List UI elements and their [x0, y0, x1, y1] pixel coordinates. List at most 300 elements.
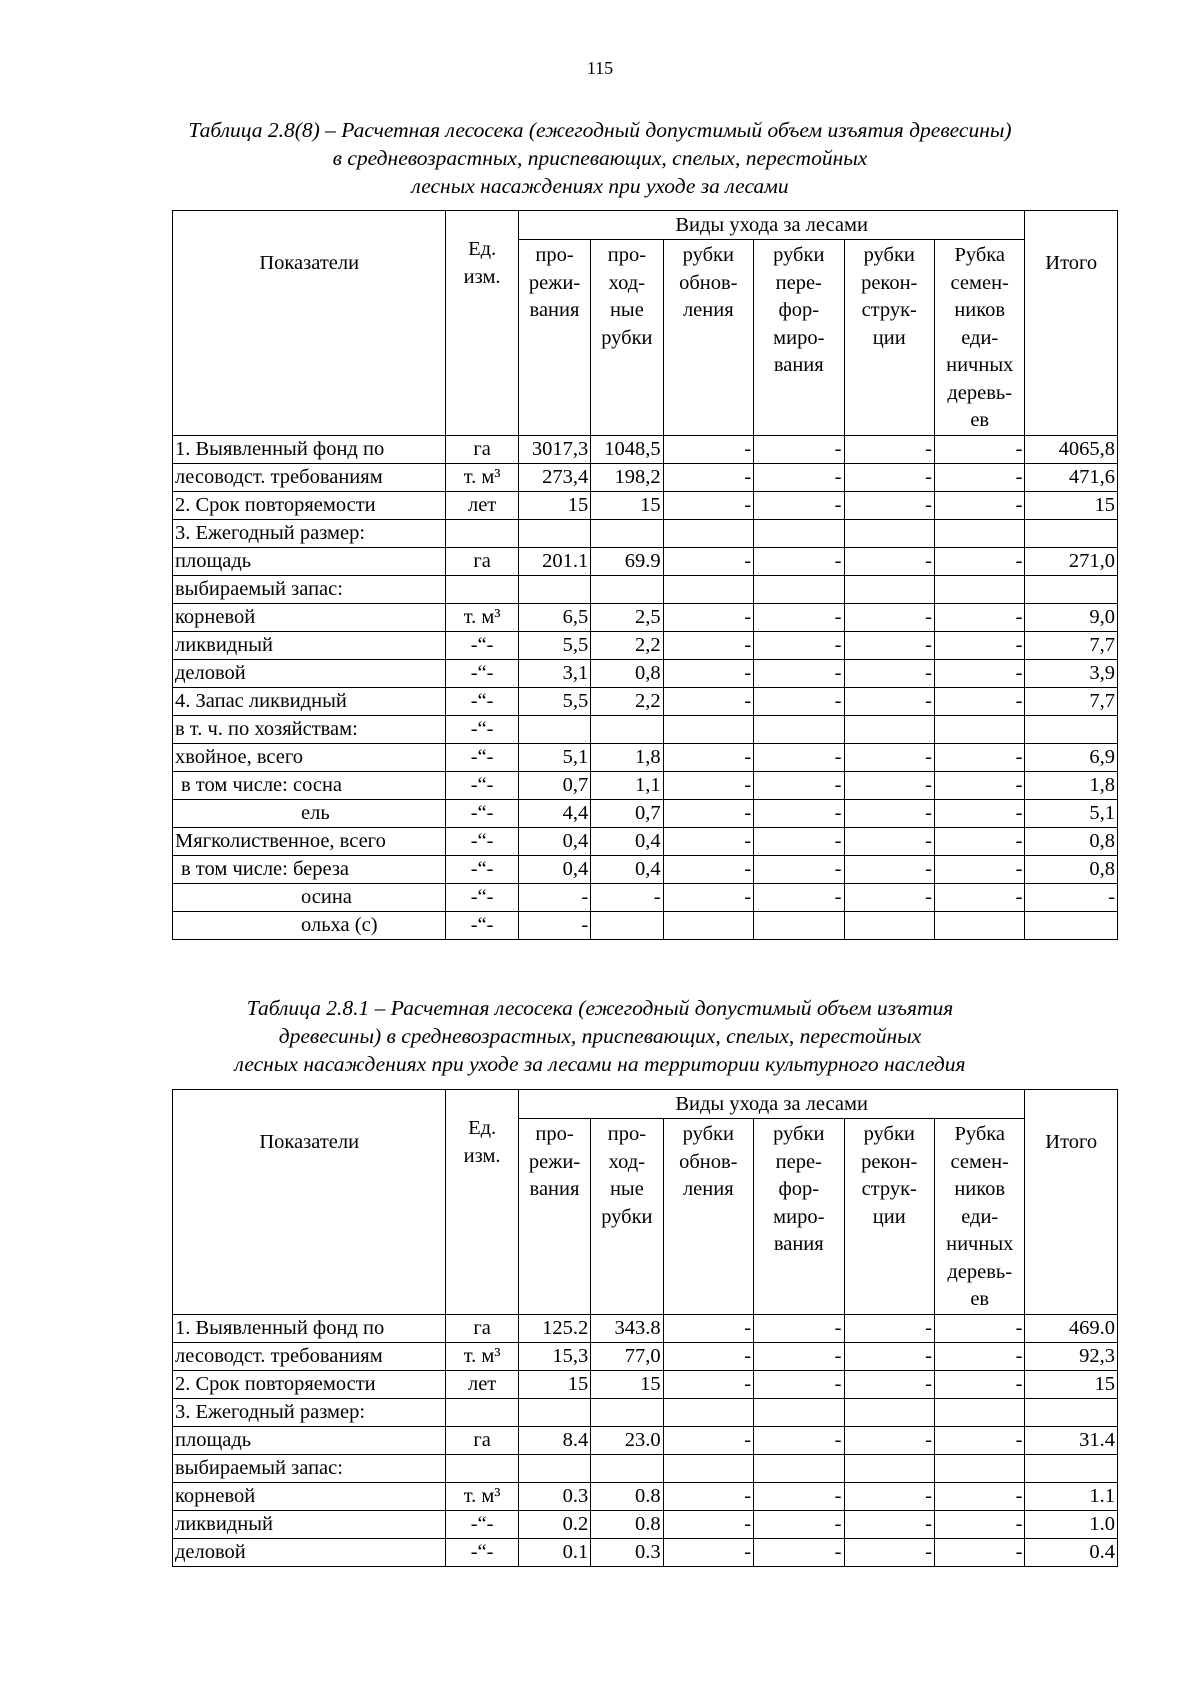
row-label: 4. Запас ликвидный: [173, 687, 446, 715]
row-unit: -“-: [446, 771, 518, 799]
row-value: 5,5: [518, 687, 590, 715]
row-value: [1025, 1398, 1118, 1426]
header-indicator: Показатели: [173, 1090, 446, 1315]
row-value: -: [663, 659, 753, 687]
header-kind-line: рекон-: [861, 271, 918, 294]
header-kind-line: еди-: [961, 1205, 999, 1228]
row-value: 201.1: [518, 547, 590, 575]
row-value: 0.3: [518, 1482, 590, 1510]
header-kind-line: про-: [535, 1123, 574, 1145]
row-value: -: [844, 631, 934, 659]
row-value: -: [754, 547, 844, 575]
header-kind: [663, 1119, 753, 1315]
row-value: 273,4: [518, 463, 590, 491]
table-row: [173, 435, 1118, 463]
row-value: -: [844, 855, 934, 883]
row-unit: [446, 519, 518, 547]
row-label: деловой: [173, 659, 446, 687]
header-unit: [446, 211, 518, 436]
row-value: 1,1: [591, 771, 663, 799]
row-value: -: [844, 547, 934, 575]
row-value: -: [663, 827, 753, 855]
row-value: -: [518, 911, 590, 939]
row-label: деловой: [173, 1538, 446, 1566]
table-row: [173, 1314, 1118, 1342]
header-kind-line: семен-: [950, 1150, 1009, 1173]
row-value: 6,9: [1025, 743, 1118, 771]
row-unit: -“-: [446, 855, 518, 883]
row-value: 3,1: [518, 659, 590, 687]
row-value: 3,9: [1025, 659, 1118, 687]
row-label: площадь: [173, 547, 446, 575]
row-value: 2,5: [591, 603, 663, 631]
row-value: [934, 519, 1025, 547]
row-value: -: [844, 883, 934, 911]
row-value: -: [754, 1482, 844, 1510]
table1: [172, 210, 1118, 940]
row-value: 0,4: [518, 827, 590, 855]
table-row: [173, 463, 1118, 491]
header-kind-line: про-: [607, 244, 647, 266]
row-value: 15,3: [518, 1342, 590, 1370]
row-value: -: [754, 603, 844, 631]
row-value: -: [934, 771, 1025, 799]
header-kind: [591, 240, 663, 436]
row-unit: -“-: [446, 911, 518, 939]
row-value: -: [844, 1426, 934, 1454]
row-value: -: [663, 1314, 753, 1342]
row-value: -: [844, 603, 934, 631]
header-kind-line: рекон-: [861, 1150, 918, 1173]
row-value: 0.4: [1025, 1538, 1118, 1566]
row-unit: [446, 1454, 518, 1482]
table-row: [173, 1454, 1118, 1482]
row-value: [934, 575, 1025, 603]
row-value: [844, 1398, 934, 1426]
header-kind-line: рубки: [601, 326, 653, 349]
row-value: [663, 715, 753, 743]
table-row: [173, 715, 1118, 743]
header-kind-line: рубки: [682, 1123, 734, 1145]
row-value: -: [754, 827, 844, 855]
header-kind: [518, 1119, 590, 1315]
row-value: -: [754, 1342, 844, 1370]
row-value: [591, 1398, 663, 1426]
header-kind-line: про-: [535, 244, 574, 266]
row-unit: -“-: [446, 1538, 518, 1566]
row-value: [934, 1398, 1025, 1426]
row-unit: лет: [446, 1370, 518, 1398]
row-value: -: [663, 1370, 753, 1398]
row-value: 15: [591, 1370, 663, 1398]
header-unit: [446, 1090, 518, 1315]
row-value: -: [844, 463, 934, 491]
row-value: -: [934, 463, 1025, 491]
row-value: 69.9: [591, 547, 663, 575]
row-value: -: [663, 1342, 753, 1370]
row-value: 23.0: [591, 1426, 663, 1454]
header-kind-line: обнов-: [679, 271, 738, 294]
row-value: -: [518, 883, 590, 911]
row-value: 7,7: [1025, 631, 1118, 659]
row-value: -: [934, 883, 1025, 911]
header-kind-line: ход-: [608, 1150, 646, 1173]
row-value: -: [844, 799, 934, 827]
table-row: [173, 1398, 1118, 1426]
row-value: -: [844, 1342, 934, 1370]
row-label: в том числе: береза: [173, 855, 446, 883]
row-value: -: [934, 1510, 1025, 1538]
row-value: 0,7: [518, 771, 590, 799]
header-kind-line: Рубка: [954, 1123, 1005, 1145]
row-value: 198,2: [591, 463, 663, 491]
row-unit: [446, 575, 518, 603]
row-value: -: [663, 1482, 753, 1510]
row-value: [844, 575, 934, 603]
table-row: [173, 1482, 1118, 1510]
row-value: [518, 1398, 590, 1426]
row-unit: -“-: [446, 799, 518, 827]
row-value: -: [844, 1510, 934, 1538]
table-row: [173, 631, 1118, 659]
row-label: корневой: [173, 603, 446, 631]
row-value: [934, 911, 1025, 939]
row-value: -: [754, 631, 844, 659]
row-value: 0,8: [1025, 827, 1118, 855]
row-value: 31.4: [1025, 1426, 1118, 1454]
row-label: 3. Ежегодный размер:: [173, 1398, 446, 1426]
header-kind: [934, 1119, 1025, 1315]
row-value: 343.8: [591, 1314, 663, 1342]
row-value: -: [934, 547, 1025, 575]
row-value: -: [754, 1510, 844, 1538]
row-value: -: [663, 491, 753, 519]
header-kind: [934, 240, 1025, 436]
row-value: -: [754, 771, 844, 799]
row-value: [844, 519, 934, 547]
row-value: -: [663, 687, 753, 715]
row-value: -: [934, 603, 1025, 631]
row-unit: га: [446, 1426, 518, 1454]
row-value: -: [663, 463, 753, 491]
row-unit: т. м³: [446, 1342, 518, 1370]
row-unit: га: [446, 547, 518, 575]
row-value: [518, 519, 590, 547]
header-kind-line: ничных: [946, 1233, 1014, 1255]
row-value: 0.8: [591, 1510, 663, 1538]
row-value: 15: [518, 1370, 590, 1398]
table-row: [173, 1510, 1118, 1538]
row-value: -: [934, 435, 1025, 463]
table-row: [173, 1342, 1118, 1370]
header-kind-line: миро-: [773, 1205, 825, 1228]
row-value: [1025, 1454, 1118, 1482]
header-total: Итого: [1025, 1090, 1118, 1315]
header-kind-line: ход-: [608, 271, 646, 294]
row-unit: -“-: [446, 687, 518, 715]
row-value: 15: [518, 491, 590, 519]
header-unit-line: изм.: [463, 265, 501, 288]
row-unit: -“-: [446, 631, 518, 659]
header-kind: [844, 1119, 934, 1315]
row-value: -: [844, 771, 934, 799]
header-care-types: Виды ухода за лесами: [518, 211, 1025, 240]
row-value: -: [754, 463, 844, 491]
row-value: -: [934, 1426, 1025, 1454]
row-unit: -“-: [446, 659, 518, 687]
row-value: -: [754, 799, 844, 827]
header-kind-line: пере-: [775, 271, 822, 294]
row-value: [754, 715, 844, 743]
header-kind: [518, 240, 590, 436]
row-value: -: [844, 1538, 934, 1566]
row-value: -: [591, 883, 663, 911]
header-kind-line: режи-: [528, 1150, 581, 1173]
row-value: -: [663, 631, 753, 659]
header-total: Итого: [1025, 211, 1118, 436]
caption-line: Таблица 2.8.1 – Расчетная лесосека (ежегодный допустимый объем изъятия: [246, 996, 954, 1020]
table-row: [173, 799, 1118, 827]
header-kind-line: ные: [609, 299, 644, 321]
row-value: 2,2: [591, 631, 663, 659]
table2-caption: [0, 994, 1200, 1078]
row-value: -: [844, 1370, 934, 1398]
row-value: 5,1: [518, 743, 590, 771]
table-row: [173, 855, 1118, 883]
header-kind: [754, 240, 844, 436]
row-value: [1025, 575, 1118, 603]
header-kind-line: вания: [773, 1233, 824, 1255]
row-value: 0,4: [591, 827, 663, 855]
row-value: -: [844, 659, 934, 687]
row-value: 471,6: [1025, 463, 1118, 491]
row-value: 4,4: [518, 799, 590, 827]
row-value: 5,1: [1025, 799, 1118, 827]
table-row: [173, 1538, 1118, 1566]
row-value: -: [934, 1314, 1025, 1342]
row-label: 3. Ежегодный размер:: [173, 519, 446, 547]
row-value: [934, 1454, 1025, 1482]
row-value: 0.1: [518, 1538, 590, 1566]
row-label: ель: [173, 799, 446, 827]
row-value: -: [663, 771, 753, 799]
header-kind-line: рубки: [773, 244, 825, 266]
row-value: [754, 1398, 844, 1426]
row-value: -: [934, 1370, 1025, 1398]
table-row: [173, 911, 1118, 939]
header-kind-line: фор-: [778, 1178, 820, 1200]
page-number: 115: [586, 58, 614, 78]
row-value: -: [754, 687, 844, 715]
header-kind-line: фор-: [778, 299, 820, 321]
table-row: [173, 743, 1118, 771]
row-value: -: [663, 435, 753, 463]
row-value: 0,8: [591, 659, 663, 687]
row-unit: т. м³: [446, 603, 518, 631]
header-kind-line: Рубка: [954, 244, 1005, 266]
row-value: [663, 911, 753, 939]
table-row: [173, 547, 1118, 575]
header-kind-line: ников: [954, 299, 1006, 321]
header-kind-line: еди-: [961, 326, 999, 349]
row-value: -: [663, 799, 753, 827]
row-label: выбираемый запас:: [173, 575, 446, 603]
row-value: -: [844, 827, 934, 855]
table2: [172, 1089, 1118, 1567]
row-value: -: [754, 883, 844, 911]
table-row: [173, 883, 1118, 911]
header-kind-line: струк-: [861, 1178, 917, 1200]
row-label: корневой: [173, 1482, 446, 1510]
table-row: [173, 603, 1118, 631]
row-value: 15: [1025, 1370, 1118, 1398]
row-value: -: [934, 827, 1025, 855]
row-value: [754, 575, 844, 603]
header-kind-line: ления: [682, 299, 734, 321]
row-label: 2. Срок повторяемости: [173, 1370, 446, 1398]
row-value: [663, 1398, 753, 1426]
table-row: [173, 771, 1118, 799]
row-value: 0,8: [1025, 855, 1118, 883]
header-kind-line: ные: [609, 1178, 644, 1200]
header-kind-line: рубки: [773, 1123, 825, 1145]
row-label: осина: [173, 883, 446, 911]
row-value: -: [754, 1538, 844, 1566]
table-row: [173, 659, 1118, 687]
table-row: [173, 491, 1118, 519]
table1-caption: [0, 116, 1200, 200]
row-value: [844, 1454, 934, 1482]
header-kind-line: рубки: [601, 1205, 653, 1228]
row-value: 1,8: [591, 743, 663, 771]
row-value: [518, 1454, 590, 1482]
row-value: 469.0: [1025, 1314, 1118, 1342]
row-value: -: [844, 1482, 934, 1510]
row-value: 7,7: [1025, 687, 1118, 715]
row-value: -: [934, 687, 1025, 715]
table-row: [173, 1426, 1118, 1454]
row-value: [591, 575, 663, 603]
header-kind: [754, 1119, 844, 1315]
header-kind-line: обнов-: [679, 1150, 738, 1173]
row-value: -: [934, 631, 1025, 659]
row-value: -: [934, 1538, 1025, 1566]
table-row: [173, 575, 1118, 603]
row-label: ликвидный: [173, 1510, 446, 1538]
row-value: [663, 1454, 753, 1482]
row-value: [518, 715, 590, 743]
row-unit: -“-: [446, 743, 518, 771]
row-value: -: [934, 799, 1025, 827]
row-value: -: [934, 743, 1025, 771]
caption-line: Таблица 2.8(8) – Расчетная лесосека (ежегодный допустимый объем изъятия древесины): [188, 118, 1012, 142]
row-value: 2,2: [591, 687, 663, 715]
row-unit: -“-: [446, 1510, 518, 1538]
row-value: 92,3: [1025, 1342, 1118, 1370]
row-label: 1. Выявленный фонд по: [173, 1314, 446, 1342]
row-value: 0.8: [591, 1482, 663, 1510]
row-value: 9,0: [1025, 603, 1118, 631]
header-kind-line: вания: [529, 1178, 580, 1200]
row-value: -: [754, 1426, 844, 1454]
row-value: [754, 911, 844, 939]
header-unit-line: изм.: [463, 1144, 501, 1167]
row-value: -: [1025, 883, 1118, 911]
caption-line: древесины) в средневозрастных, приспевающих, спелых, перестойных: [278, 1024, 922, 1048]
row-value: 15: [591, 491, 663, 519]
row-value: [663, 519, 753, 547]
caption-line: лесных насаждениях при уходе за лесами: [411, 174, 789, 198]
row-value: -: [663, 743, 753, 771]
row-value: -: [754, 855, 844, 883]
table-row: [173, 1370, 1118, 1398]
row-label: в т. ч. по хозяйствам:: [173, 715, 446, 743]
header-care-types: Виды ухода за лесами: [518, 1090, 1025, 1119]
row-value: 271,0: [1025, 547, 1118, 575]
row-value: -: [754, 743, 844, 771]
row-label: ликвидный: [173, 631, 446, 659]
row-value: [844, 911, 934, 939]
header-unit-line: Ед.: [468, 1117, 497, 1140]
header-kind-line: семен-: [950, 271, 1009, 294]
row-value: [1025, 519, 1118, 547]
row-label: 2. Срок повторяемости: [173, 491, 446, 519]
header-indicator: Показатели: [173, 211, 446, 436]
row-value: 1.1: [1025, 1482, 1118, 1510]
header-kind-line: режи-: [528, 271, 581, 294]
header-kind-line: рубки: [863, 244, 915, 266]
row-value: [934, 715, 1025, 743]
row-value: [591, 911, 663, 939]
row-value: [591, 519, 663, 547]
row-value: -: [754, 491, 844, 519]
row-value: 0,7: [591, 799, 663, 827]
header-kind-line: про-: [607, 1123, 647, 1145]
table-row: [173, 519, 1118, 547]
row-value: [663, 575, 753, 603]
header-kind-line: ев: [970, 409, 990, 431]
row-value: -: [844, 491, 934, 519]
header-kind-line: ников: [954, 1178, 1006, 1200]
row-value: 0.2: [518, 1510, 590, 1538]
row-value: 1048,5: [591, 435, 663, 463]
row-value: 0.3: [591, 1538, 663, 1566]
row-value: [1025, 715, 1118, 743]
row-value: 1,8: [1025, 771, 1118, 799]
row-value: -: [844, 435, 934, 463]
header-kind-line: ничных: [946, 354, 1014, 376]
row-value: [518, 575, 590, 603]
row-value: -: [934, 659, 1025, 687]
row-value: -: [663, 883, 753, 911]
row-value: 0,4: [518, 855, 590, 883]
row-value: 0,4: [591, 855, 663, 883]
header-kind-line: деревь-: [947, 1260, 1013, 1283]
row-value: 77,0: [591, 1342, 663, 1370]
row-label: ольха (с): [173, 911, 446, 939]
header-kind-line: пере-: [775, 1150, 822, 1173]
row-value: -: [663, 1538, 753, 1566]
header-unit-line: Ед.: [468, 238, 497, 261]
row-unit: га: [446, 435, 518, 463]
row-unit: т. м³: [446, 463, 518, 491]
header-kind-line: ев: [970, 1288, 990, 1310]
row-value: -: [754, 1370, 844, 1398]
header-kind: [663, 240, 753, 436]
row-value: -: [663, 855, 753, 883]
row-value: 5,5: [518, 631, 590, 659]
row-label: 1. Выявленный фонд по: [173, 435, 446, 463]
